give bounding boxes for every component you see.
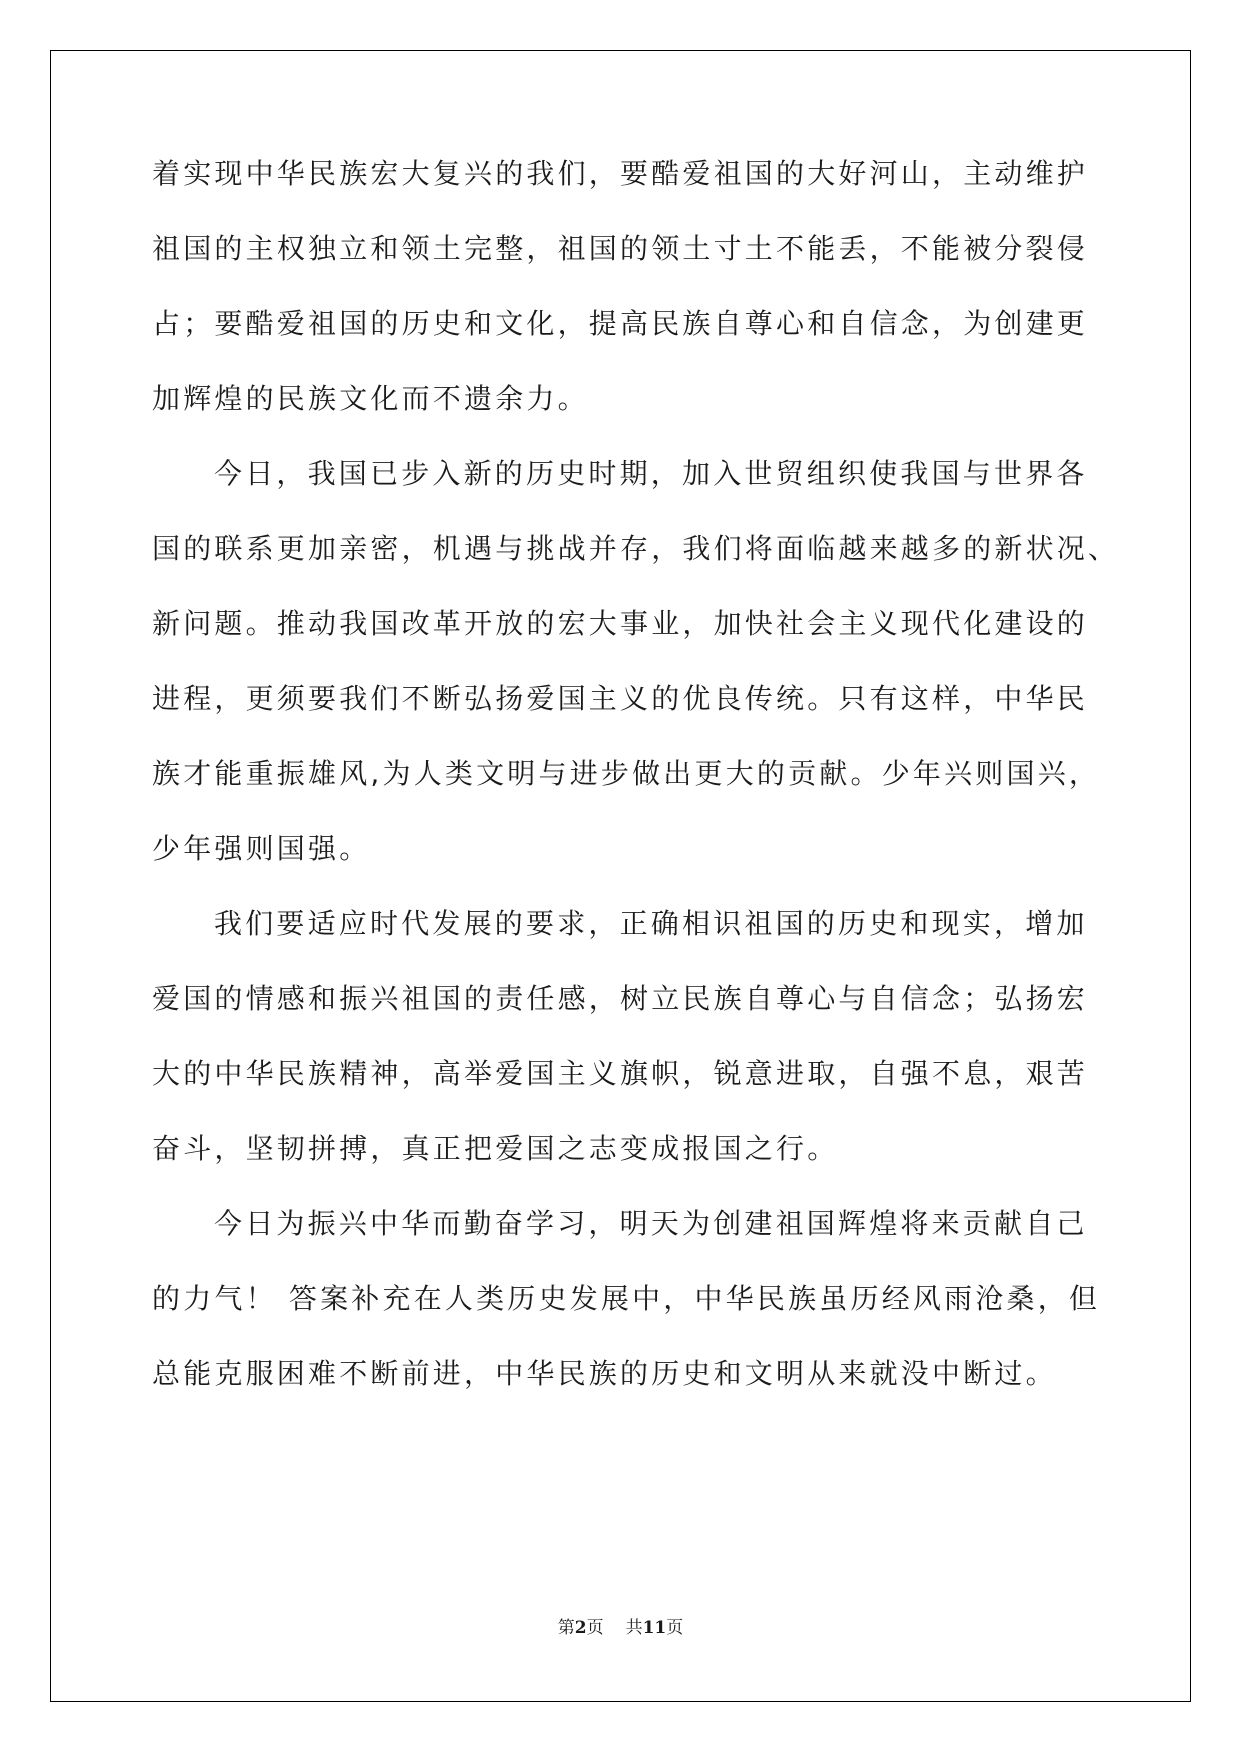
total-prefix: 共 bbox=[625, 1618, 643, 1638]
text-line: 新问题。推动我国改革开放的宏大事业，加快社会主义现代化建设的 bbox=[152, 607, 1089, 640]
page-suffix: 页 bbox=[586, 1618, 604, 1638]
paragraph-start-line: 我们要适应时代发展的要求，正确相识祖国的历史和现实，增加 bbox=[214, 907, 1088, 940]
total-pages: 11 bbox=[642, 1618, 667, 1638]
text-line: 爱国的情感和振兴祖国的责任感，树立民族自尊心与自信念；弘扬宏 bbox=[152, 982, 1089, 1015]
text-line: 少年强则国强。 bbox=[152, 832, 371, 865]
text-line: 奋斗，坚韧拼搏，真正把爱国之志变成报国之行。 bbox=[152, 1132, 839, 1165]
text-line: 进程，更须要我们不断弘扬爱国主义的优良传统。只有这样，中华民 bbox=[152, 682, 1089, 715]
text-line: 总能克服困难不断前进，中华民族的历史和文明从来就没中断过。 bbox=[152, 1357, 1057, 1390]
paragraph-start-line: 今日为振兴中华而勤奋学习，明天为创建祖国辉煌将来贡献自己 bbox=[214, 1207, 1088, 1240]
text-line: 大的中华民族精神，高举爱国主义旗帜，锐意进取，自强不息，艰苦 bbox=[152, 1057, 1089, 1090]
text-line: 的力气！ 答案补充在人类历史发展中，中华民族虽历经风雨沧桑，但 bbox=[152, 1282, 1101, 1315]
page-footer bbox=[0, 1613, 1241, 1638]
text-line: 占；要酷爱祖国的历史和文化，提高民族自尊心和自信念，为创建更 bbox=[152, 307, 1089, 340]
text-line: 加辉煌的民族文化而不遗余力。 bbox=[152, 382, 589, 415]
text-line: 祖国的主权独立和领土完整，祖国的领土寸土不能丢，不能被分裂侵 bbox=[152, 232, 1089, 265]
total-suffix: 页 bbox=[666, 1618, 684, 1638]
document-body bbox=[152, 157, 1120, 1435]
paragraph-start-line: 今日，我国已步入新的历史时期，加入世贸组织使我国与世界各 bbox=[214, 457, 1088, 490]
text-line: 着实现中华民族宏大复兴的我们，要酷爱祖国的大好河山，主动维护 bbox=[152, 157, 1089, 190]
text-line: 族才能重振雄风,为人类文明与进步做出更大的贡献。少年兴则国兴， bbox=[152, 757, 1101, 790]
page-prefix: 第 bbox=[557, 1618, 575, 1638]
page-number: 2 bbox=[574, 1618, 587, 1638]
text-line: 国的联系更加亲密，机遇与挑战并存，我们将面临越来越多的新状况、 bbox=[152, 532, 1120, 565]
